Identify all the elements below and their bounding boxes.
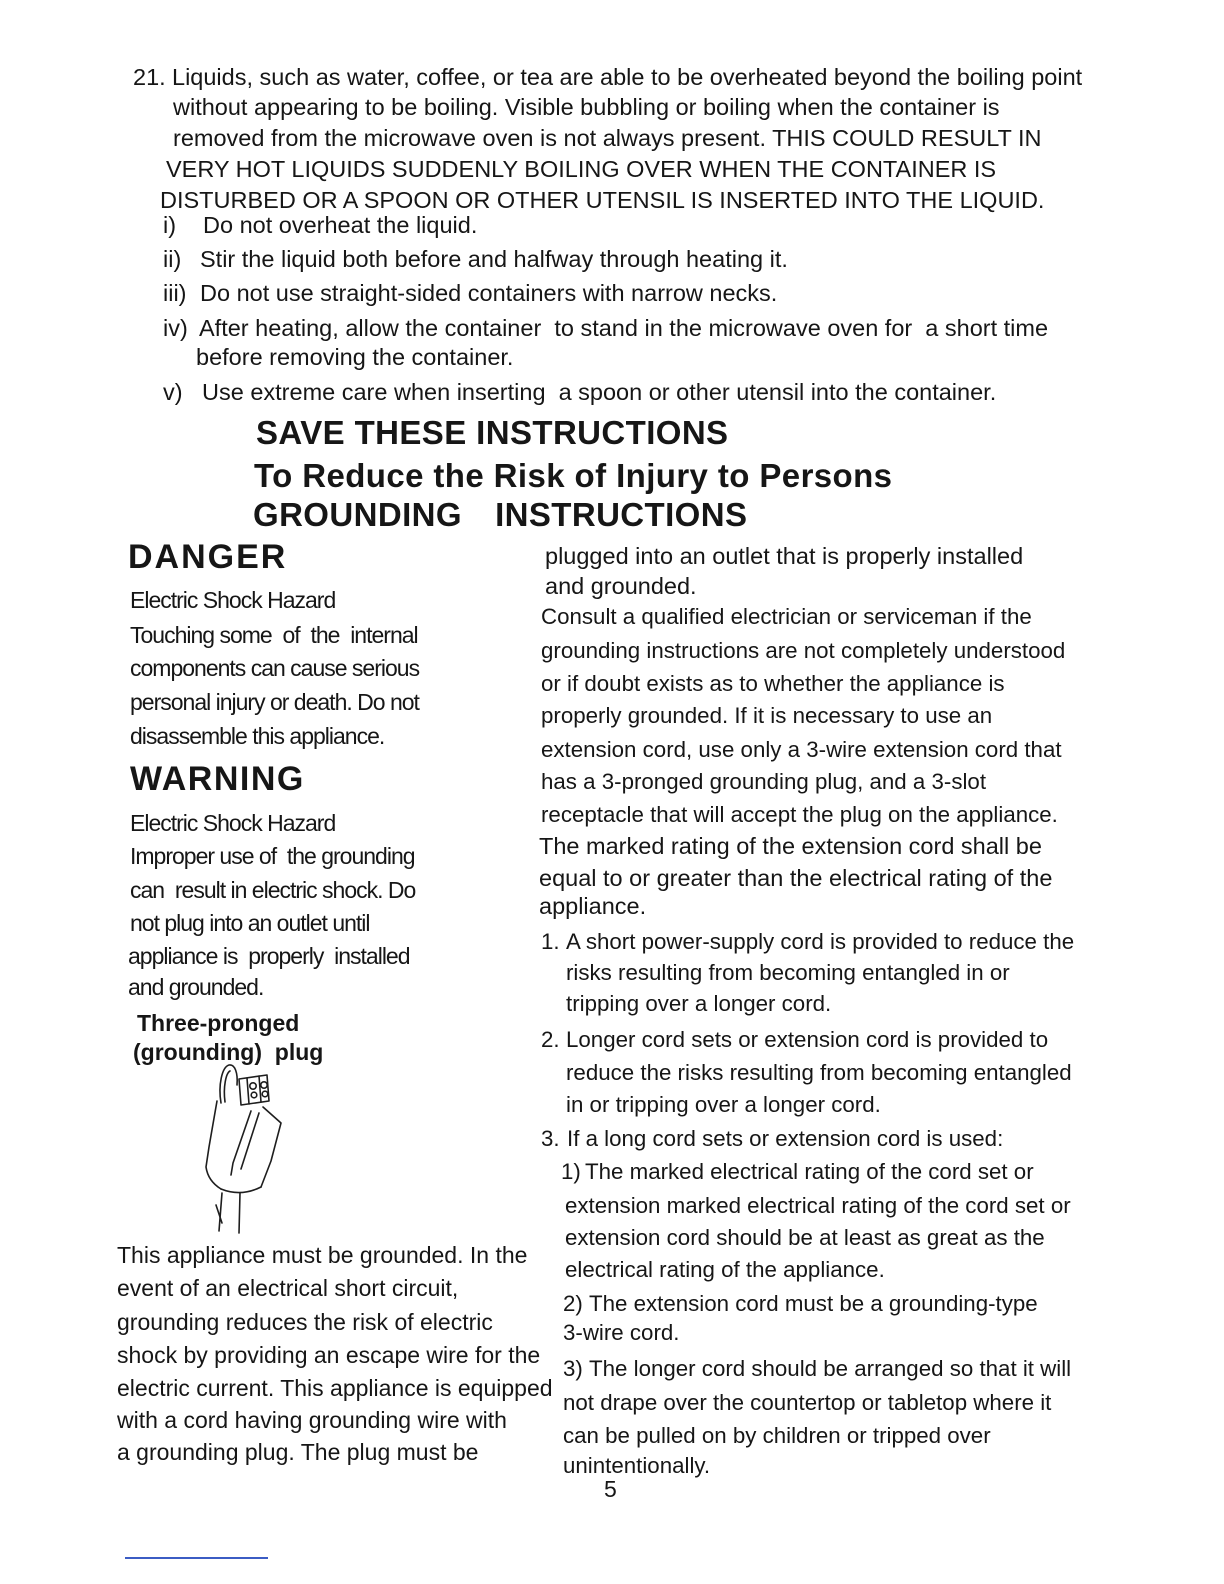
- footer-rule: [125, 1557, 268, 1559]
- cord-item-text-1: A short power-supply cord is provided to reduce the: [566, 929, 1075, 954]
- rating-line: The marked rating of the extension cord shall be: [539, 833, 1042, 859]
- step-text-v: Use extreme care when inserting a spoon or other utensil into the container.: [202, 379, 997, 405]
- item21-text-line: DISTURBED OR A SPOON OR OTHER UTENSIL IS INSERTED INTO THE LIQUID.: [160, 187, 1045, 213]
- danger-text-line: Touching some of the internal: [130, 622, 418, 648]
- sub-item-marker-2: 2): [563, 1291, 583, 1316]
- cord-item-text-2: reduce the risks resulting from becoming entangled: [566, 1060, 1072, 1085]
- warning-text-line: and grounded.: [128, 974, 264, 1000]
- warning-text-line: can result in electric shock. Do: [130, 877, 416, 903]
- step-marker-iv: iv): [163, 315, 188, 341]
- grounding-paragraph-line: event of an electrical short circuit,: [117, 1275, 459, 1301]
- danger-text-line: disassemble this appliance.: [130, 723, 385, 749]
- cord-item-marker-2: 2.: [541, 1027, 560, 1052]
- sub-item-text-3: not drape over the countertop or tabletop where it: [563, 1390, 1052, 1415]
- step-text-iv: before removing the container.: [196, 344, 514, 370]
- sub-item-text-1: The marked electrical rating of the cord set or: [585, 1159, 1034, 1184]
- cord-item-text-1: risks resulting from becoming entangled in or: [566, 960, 1010, 985]
- sub-item-text-1: electrical rating of the appliance.: [565, 1257, 885, 1282]
- sub-item-marker-1: 1): [561, 1159, 581, 1184]
- continuation-line: and grounded.: [545, 573, 697, 599]
- heading-reduce-risk: To Reduce the Risk of Injury to Persons: [254, 457, 893, 494]
- step-marker-v: v): [163, 379, 183, 405]
- step-text-iv: After heating, allow the container to stand in the microwave oven for a short time: [199, 315, 1049, 341]
- step-text-iii: Do not use straight-sided containers with narrow necks.: [200, 280, 778, 306]
- danger-text-line: components can cause serious: [130, 655, 420, 681]
- sub-item-text-1: extension cord should be at least as great as the: [565, 1225, 1045, 1250]
- sub-item-text-3: The longer cord should be arranged so that it will: [589, 1356, 1072, 1381]
- consult-line: extension cord, use only a 3-wire extension cord that: [541, 737, 1062, 762]
- danger-text-line: personal injury or death. Do not: [130, 689, 419, 715]
- page-number: 5: [604, 1476, 617, 1502]
- sub-item-text-2: 3-wire cord.: [563, 1320, 680, 1345]
- danger-title: DANGER: [128, 538, 288, 576]
- cord-item-text-2: in or tripping over a longer cord.: [566, 1092, 881, 1117]
- grounding-paragraph-line: a grounding plug. The plug must be: [117, 1439, 479, 1465]
- rating-line: appliance.: [539, 893, 647, 919]
- danger-subtitle: Electric Shock Hazard: [130, 587, 336, 613]
- step-marker-iii: iii): [163, 280, 187, 306]
- grounding-paragraph-line: electric current. This appliance is equipped: [117, 1375, 553, 1401]
- plug-caption: Three-pronged: [137, 1010, 300, 1036]
- warning-title: WARNING: [130, 760, 305, 798]
- step-text-ii: Stir the liquid both before and halfway through heating it.: [200, 246, 788, 272]
- cord-item-text-2: Longer cord sets or extension cord is provided to: [566, 1027, 1049, 1052]
- rating-line: equal to or greater than the electrical rating of the: [539, 865, 1053, 891]
- sub-item-text-2: The extension cord must be a grounding-type: [589, 1291, 1038, 1316]
- consult-line: has a 3-pronged grounding plug, and a 3-slot: [541, 769, 987, 794]
- plug-caption: (grounding) plug: [133, 1039, 324, 1065]
- continuation-line: plugged into an outlet that is properly installed: [545, 543, 1024, 569]
- item21-text-line: without appearing to be boiling. Visible bubbling or boiling when the container is: [173, 94, 1000, 120]
- warning-text-line: not plug into an outlet until: [130, 910, 370, 936]
- grounding-paragraph-line: shock by providing an escape wire for the: [117, 1342, 541, 1368]
- cord-item-text-3: If a long cord sets or extension cord is used:: [567, 1126, 1004, 1151]
- heading-save-instructions: SAVE THESE INSTRUCTIONS: [256, 414, 729, 451]
- warning-text-line: Improper use of the grounding: [130, 843, 415, 869]
- sub-item-text-3: unintentionally.: [563, 1453, 711, 1478]
- three-prong-plug-icon: [195, 1055, 295, 1240]
- consult-line: or if doubt exists as to whether the appliance is: [541, 671, 1005, 696]
- item21-text-line: VERY HOT LIQUIDS SUDDENLY BOILING OVER WHEN THE CONTAINER IS: [166, 156, 997, 182]
- step-marker-ii: ii): [163, 246, 182, 272]
- grounding-paragraph-line: This appliance must be grounded. In the: [117, 1242, 528, 1268]
- item21-text-line: removed from the microwave oven is not always present. THIS COULD RESULT IN: [173, 125, 1042, 151]
- sub-item-text-3: can be pulled on by children or tripped over: [563, 1423, 991, 1448]
- consult-line: Consult a qualified electrician or serviceman if the: [541, 604, 1032, 629]
- cord-item-marker-3: 3.: [541, 1126, 560, 1151]
- warning-text-line: appliance is properly installed: [128, 943, 410, 969]
- cord-item-marker-1: 1.: [541, 929, 560, 954]
- sub-item-marker-3: 3): [563, 1356, 583, 1381]
- step-marker-i: i): [163, 212, 177, 238]
- cord-item-text-1: tripping over a longer cord.: [566, 991, 832, 1016]
- step-text-i: Do not overheat the liquid.: [203, 212, 478, 238]
- consult-line: receptacle that will accept the plug on the appliance.: [541, 802, 1058, 827]
- sub-item-text-1: extension marked electrical rating of the cord set or: [565, 1193, 1071, 1218]
- item21-text-line: Liquids, such as water, coffee, or tea are able to be overheated beyond the boiling point: [172, 64, 1083, 90]
- warning-subtitle: Electric Shock Hazard: [130, 810, 336, 836]
- heading-grounding-instructions: GROUNDING INSTRUCTIONS: [253, 496, 748, 533]
- item21-number: 21.: [133, 64, 166, 90]
- grounding-paragraph-line: with a cord having grounding wire with: [117, 1407, 507, 1433]
- consult-line: properly grounded. If it is necessary to use an: [541, 703, 993, 728]
- consult-line: grounding instructions are not completely understood: [541, 638, 1066, 663]
- grounding-paragraph-line: grounding reduces the risk of electric: [117, 1309, 493, 1335]
